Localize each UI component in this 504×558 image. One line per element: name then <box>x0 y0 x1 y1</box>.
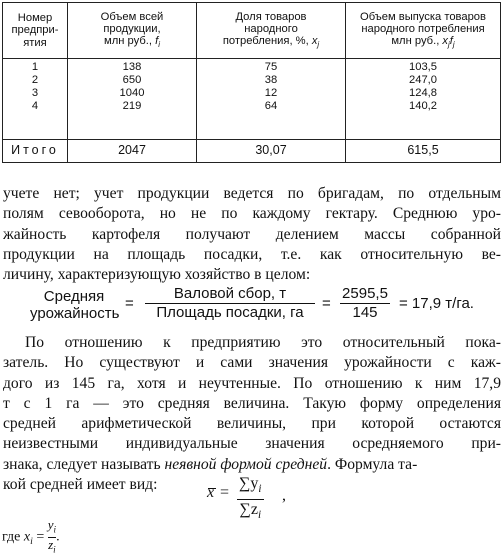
header-consumer-goods-share: Доля товаров народного потребления, %, $x_j$ <box>197 3 346 59</box>
text-line: неизвестными индивидуальные значения осредняемого при- <box>3 435 501 453</box>
table-cell: 4 <box>31 100 39 112</box>
table-cell: 124,8 <box>409 87 437 99</box>
column-consumer-goods-output <box>346 59 501 140</box>
table-total-row <box>3 140 501 163</box>
header-total-volume: Объем всей продукции, млн руб., $f_i$ <box>68 3 197 59</box>
text-line: кой средней имеет вид: <box>3 476 158 494</box>
data-table <box>2 2 501 163</box>
total-output: 615,5 <box>346 140 501 163</box>
table-cell: 219 <box>122 100 142 112</box>
comma: , <box>282 487 286 504</box>
table-cell: 38 <box>264 74 278 86</box>
text-line: средней арифметической величины, при которой остаются <box>3 415 501 433</box>
table-cell: 1 <box>31 61 39 73</box>
text-line: учете нет; учет продукции ведется по бригадам, по отдельным <box>3 185 501 202</box>
text-line: т с 1 га — это средняя величина. Такую форму определения <box>3 394 501 412</box>
text-line: По отношению к предприятию это относительный пока- <box>25 334 501 351</box>
table-cell: 103,5 <box>409 61 437 73</box>
header-consumer-goods-output: Объем выпуска товаров народного потребления млн руб., $x_jf_j$ <box>346 3 501 59</box>
paragraph-harvest-accounting <box>3 184 501 285</box>
x-bar-symbol: x <box>207 484 215 501</box>
equals-sign: = <box>125 295 134 312</box>
fraction-y-over-z: $\frac{y_i}{z_i}$ <box>47 517 57 555</box>
table-header-row <box>3 3 501 59</box>
where-clause: где $x_i$ = $\frac{y_i}{z_i}$ . <box>2 517 60 555</box>
total-volume: 2047 <box>68 140 197 163</box>
table-cell: 2 <box>31 74 39 86</box>
table-cell: 75 <box>264 61 278 73</box>
average-yield-formula <box>30 285 500 325</box>
text-line: дого из 145 га, хотя и неучтенные. По отношению к ним 17,9 <box>3 374 501 392</box>
formula-lhs: Средняя урожайность <box>30 288 120 322</box>
total-share: 30,07 <box>197 140 346 163</box>
table-cell: 12 <box>264 87 278 99</box>
paragraph-implicit-average <box>3 333 501 495</box>
equals-sign: = <box>220 484 230 501</box>
text-line: знака, следует называть неявной формой средней. Формула та- <box>3 455 418 473</box>
equals-sign: = <box>322 295 331 312</box>
total-label: Итого <box>3 140 68 163</box>
column-enterprise-number <box>3 59 68 140</box>
table-cell: 3 <box>31 87 39 99</box>
fraction-gross-harvest-over-area: Валовой сбор, т Площадь посадки, га <box>145 285 315 322</box>
header-enterprise-number: Номер предпри- ятия <box>3 3 68 59</box>
table-cell: 247,0 <box>409 74 437 86</box>
text-line: личину, характеризующую хозяйство в целом: <box>3 266 311 284</box>
emphasis-term: неявной формой средней <box>164 455 328 473</box>
text-line: полям севооборота, но не по каждому гектару. Среднюю уро- <box>3 205 501 223</box>
text-line: жайность картофеля получают делением массы собранной <box>3 225 501 243</box>
table-cell: 140,2 <box>409 100 437 112</box>
table-body <box>3 59 501 140</box>
table-cell: 650 <box>122 74 142 86</box>
text-line: затель. Но существуют и сами значения урожайности с каж- <box>3 354 501 372</box>
table-cell: 64 <box>264 100 278 112</box>
formula-result: = 17,9 т/га. <box>399 295 474 312</box>
table-cell: 1040 <box>119 87 145 99</box>
text-line: продукции на площадь посадки, т.е. как относительную ве- <box>3 245 501 263</box>
column-total-volume <box>68 59 197 140</box>
fraction-numeric: $\frac{2595,5}{145}$ <box>340 285 390 322</box>
fraction-sum-y-over-sum-z: $\frac{\sum y_i}{\sum z_i}$ <box>239 475 262 522</box>
table-cell: 138 <box>122 61 142 73</box>
column-consumer-goods-share <box>197 59 346 140</box>
